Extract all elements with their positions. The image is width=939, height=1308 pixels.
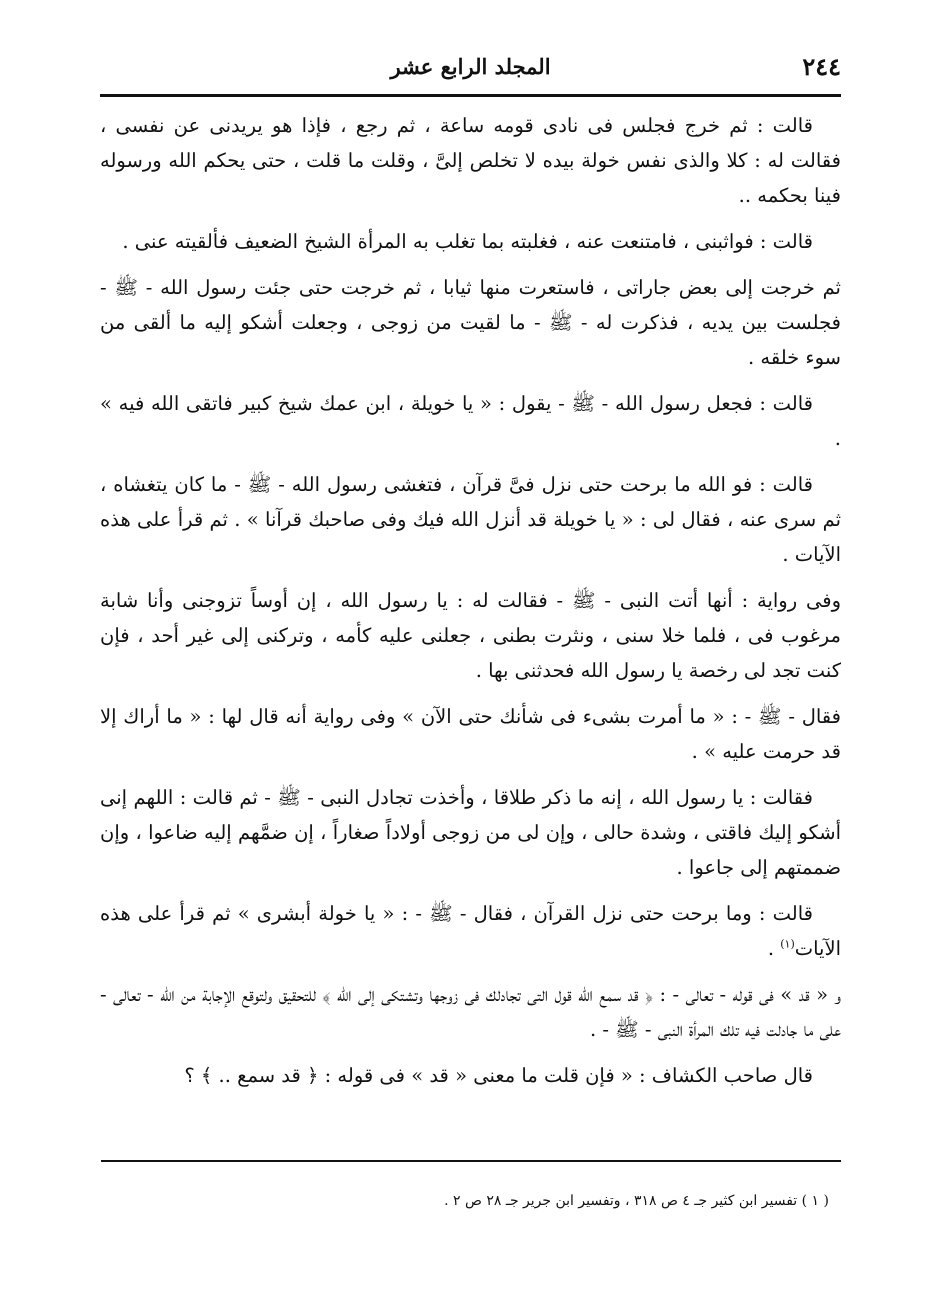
paragraph: ثم خرجت إلى بعض جاراتى ، فاستعرت منها ثيابا ، ثم خرجت حتى جئت رسول الله - ﷺ - فجلست بين يديه ، فذكرت له - ﷺ - ما لقيت من زوجى ، وجعلت أشكو إليه ما ألقى من سوء خلقه . xyxy=(100,276,841,369)
paragraph-text: قالت : وما برحت حتى نزل القرآن ، فقال - ﷺ - : « يا خولة أبشرى » ثم قرأ على هذه الآيات xyxy=(100,902,841,960)
paragraph: فقال - ﷺ - : « ما أمرت بشىء فى شأنك حتى الآن » وفى رواية أنه قال لها : « ما أراك إلا قد حرمت عليه » . xyxy=(100,705,841,763)
body-text xyxy=(100,108,841,1104)
paragraph: فقالت : يا رسول الله ، إنه ما ذكر طلاقا ، وأخذت تجادل النبى - ﷺ - ثم قالت : اللهم إنى أشكو إليك فاقتى ، وشدة حالى ، وإن لى من زوجى أولاداً صغاراً ، إن ضمَّهم إليه ضاعوا ، وإن ضممتهم إلى جاعوا . xyxy=(100,786,841,879)
paragraph: و « قد » فى قوله - تعالى - : ﴿ قد سمع الله قول التى تجادلك فى زوجها وتشتكى إلى الله ﴾ للتحقيق ولتوقع الإجابة من الله - تعالى - على ما جادلت فيه تلك المرأة النبى - ﷺ - . xyxy=(100,983,841,1041)
running-title: المجلد الرابع عشر xyxy=(390,54,551,79)
footnote-rule xyxy=(101,1160,841,1162)
footnote-marker: (١) xyxy=(780,937,795,951)
paragraph-with-footnote xyxy=(100,896,841,966)
paragraph: قالت : فجعل رسول الله - ﷺ - يقول : « يا خويلة ، ابن عمك شيخ كبير فاتقى الله فيه » . xyxy=(100,392,841,450)
footnote: ( ١ ) تفسير ابن كثير جـ ٤ ص ٣١٨ ، وتفسير ابن جرير جـ ٢٨ ص ٢ . xyxy=(444,1193,829,1209)
paragraph: قال صاحب الكشاف : « فإن قلت ما معنى « قد » فى قوله : ﴿ قد سمع .. ﴾ ؟ xyxy=(184,1064,813,1087)
paragraph: قالت : فو الله ما برحت حتى نزل فىَّ قرآن ، فتغشى رسول الله - ﷺ - ما كان يتغشاه ، ثم سرى عنه ، فقال لى : « يا خويلة قد أنزل الله فيك وفى صاحبك قرآنا » . ثم قرأ على هذه الآيات . xyxy=(100,473,841,566)
header-rule xyxy=(100,94,841,97)
page-number: ٢٤٤ xyxy=(802,52,841,81)
page-header xyxy=(100,50,841,92)
paragraph: وفى رواية : أنها أتت النبى - ﷺ - فقالت له : يا رسول الله ، إن أوساً تزوجنى وأنا شابة مرغوب فى ، فلما خلا سنى ، ونثرت بطنى ، جعلنى عليه كأمه ، وتركنى إلى غير أحد ، فإن كنت تجد لى رخصة يا رسول الله فحدثنى بها . xyxy=(100,589,841,682)
paragraph: قالت : فواثبنى ، فامتنعت عنه ، فغلبته بما تغلب به المرأة الشيخ الضعيف فألقيته عنى . xyxy=(122,230,813,253)
paragraph-end: . xyxy=(767,937,781,960)
paragraph: قالت : ثم خرج فجلس فى نادى قومه ساعة ، ثم رجع ، فإذا هو يريدنى عن نفسى ، فقالت له : كلا والذى نفس خولة بيده لا تخلص إلىَّ ، وقلت ما قلت ، حتى يحكم الله ورسوله فينا بحكمه .. xyxy=(100,114,841,207)
